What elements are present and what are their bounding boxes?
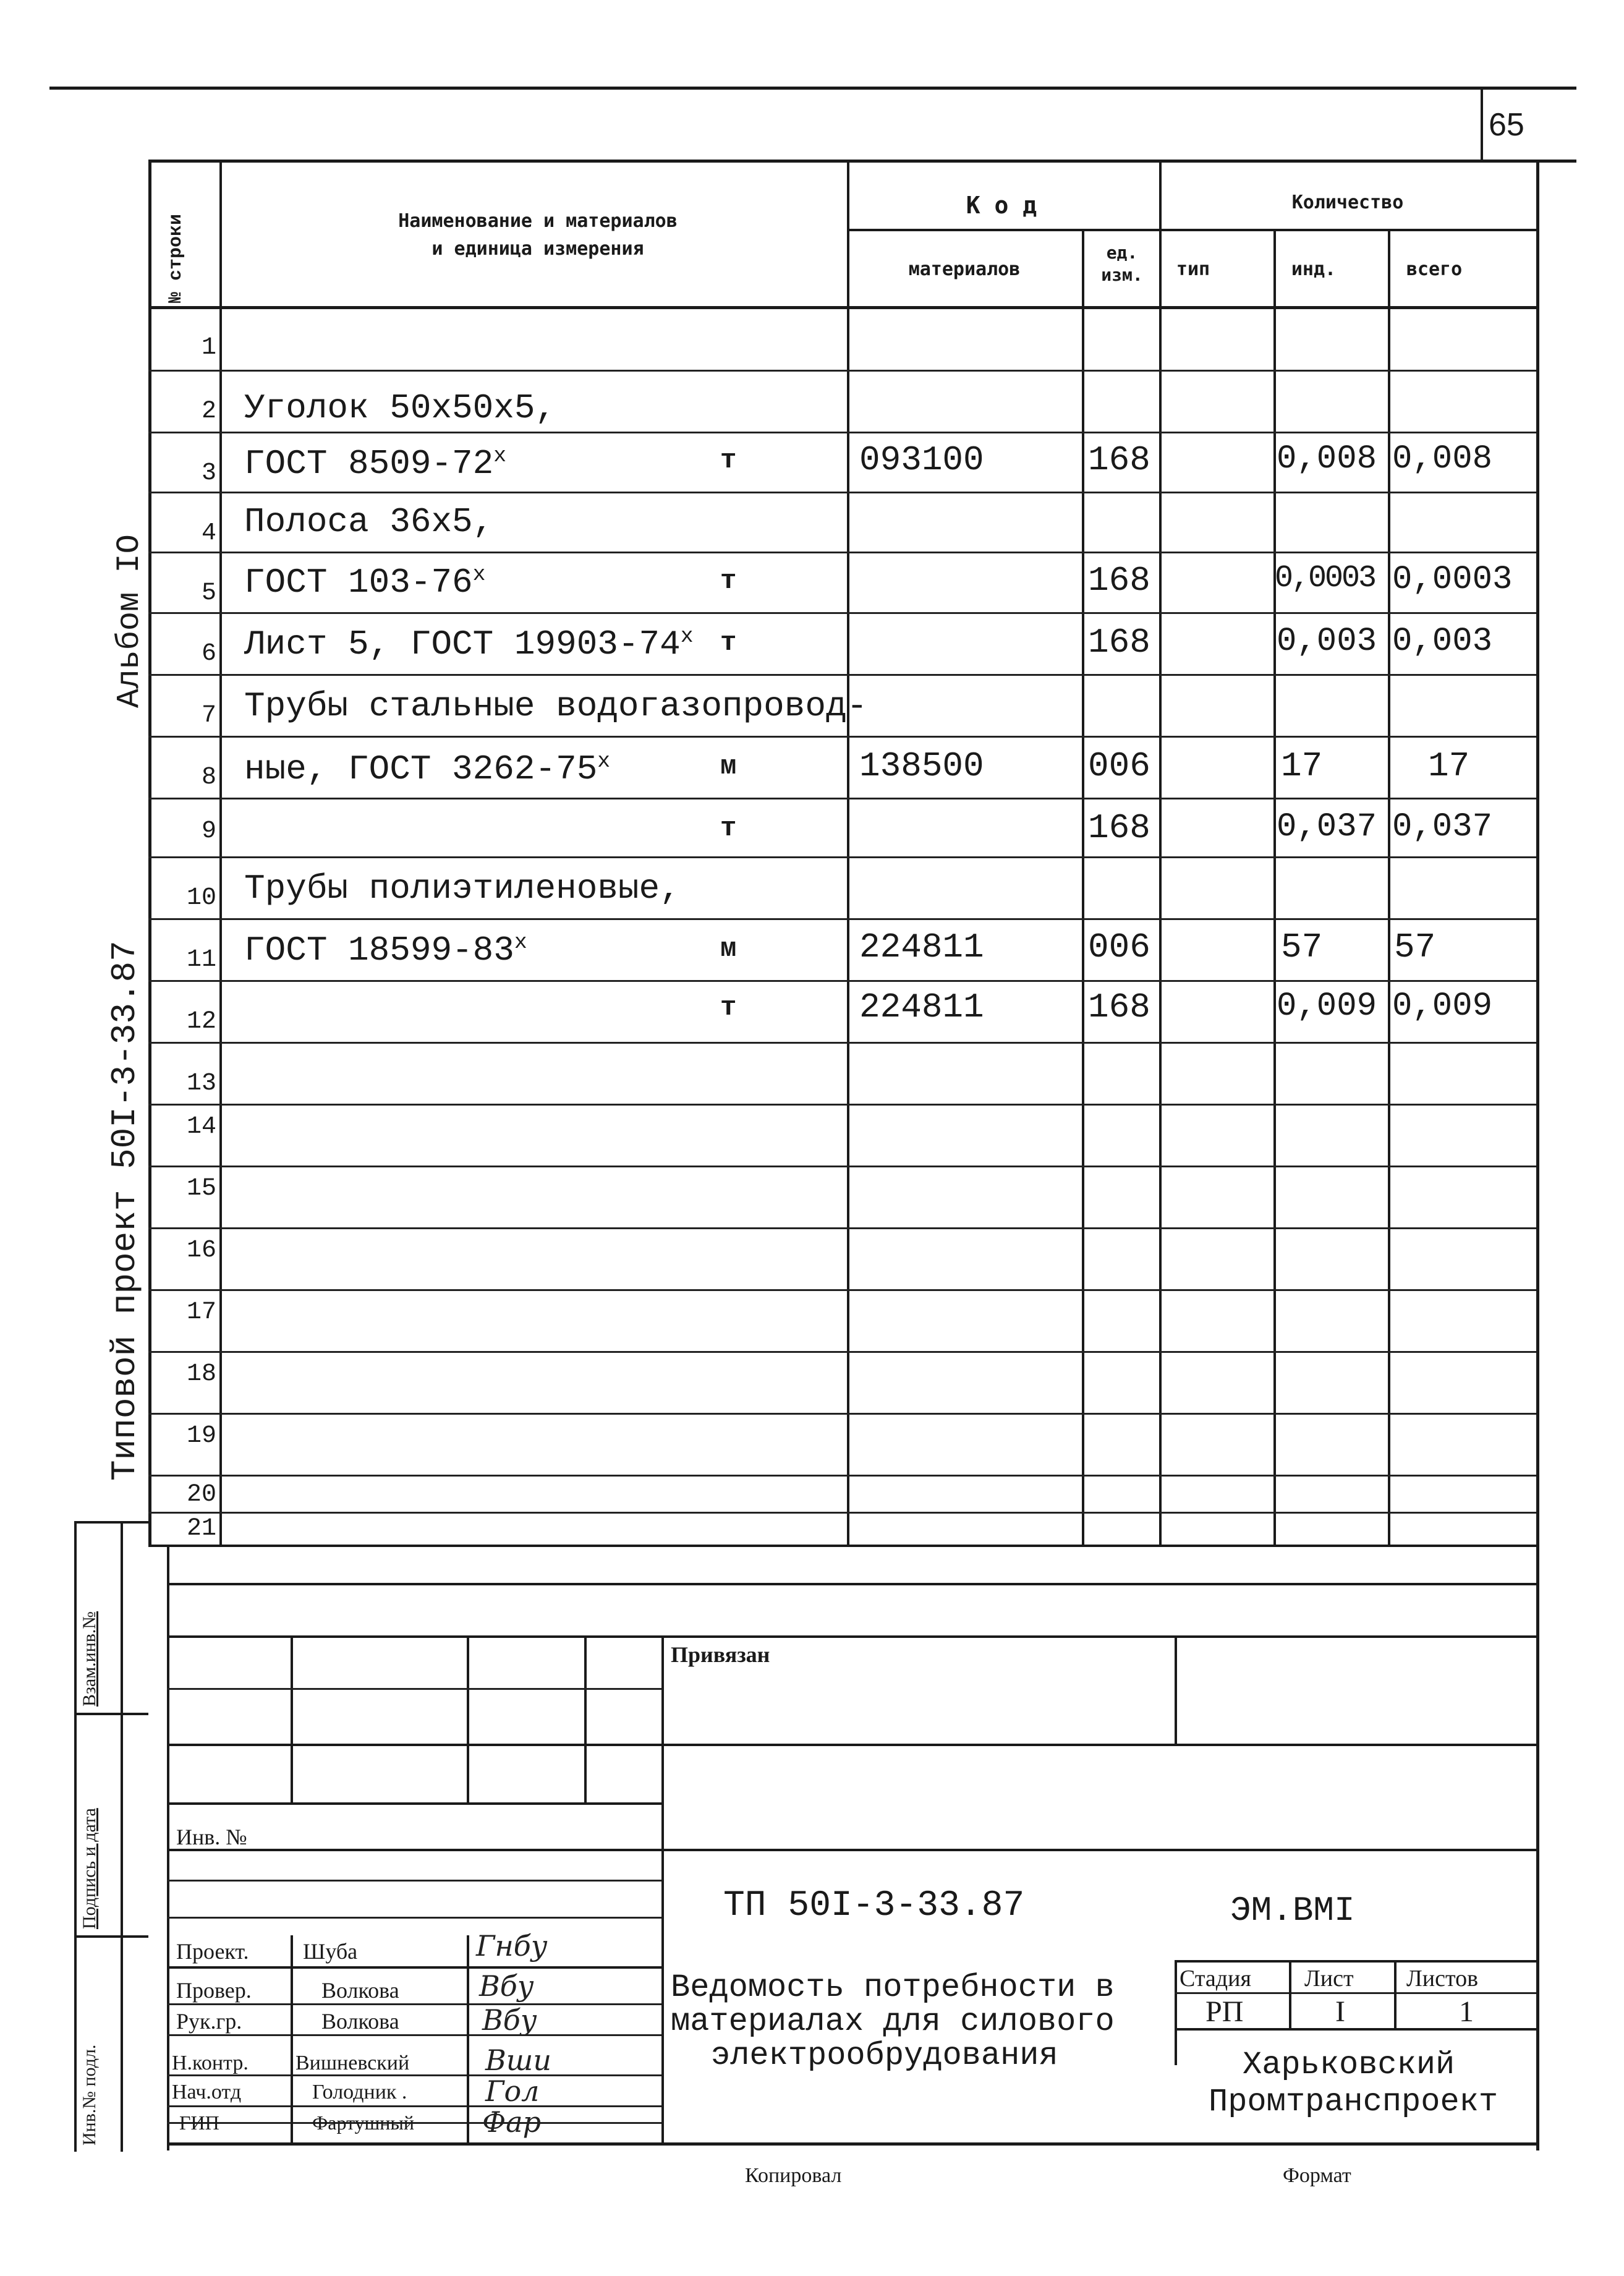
qty-ind: 17 [1281,746,1323,786]
unit-code: 168 [1088,987,1150,1027]
qty-total: 0,009 [1392,987,1493,1025]
qty-total: 0,0003 [1392,561,1513,599]
qty-total: 57 [1394,927,1436,967]
row-number: 20 [186,1481,216,1509]
row-number: 14 [186,1113,216,1141]
row-number: 3 [201,459,216,487]
row-number: 1 [201,334,216,362]
material-code: 093100 [859,440,984,480]
unit-code: 168 [1088,623,1150,662]
row-number: 16 [186,1237,216,1264]
header-name-line2: и единица измерения [432,238,644,260]
material-name: ГОСТ $18599-83^х$ [244,930,527,970]
stage-label: Стадия [1180,1966,1251,1992]
row-number: 13 [186,1070,216,1098]
header-code: К о д [966,192,1037,219]
album-label: Альбом IO [111,534,148,708]
material-name: Лист 5, ГОСТ $19903-74^х$ [244,624,694,664]
row-number: 7 [201,702,216,730]
qty-total: 0,003 [1392,623,1493,660]
doc-mark: ЭМ.ВМI [1230,1891,1355,1930]
sign-role: Рук.гр. [176,2009,242,2034]
row-number: 6 [201,640,216,668]
material-name: Трубы полиэтиленовые, [244,869,681,908]
sign-role: Проект. [176,1939,249,1964]
podpis-label: Подпись и дата [79,1808,100,1929]
material-code: 224811 [859,987,984,1027]
sign-name: Голодник . [312,2081,407,2103]
material-name: ГОСТ $103-76^х$ [244,562,486,602]
kopiroval-label: Копировал [745,2164,842,2187]
org-line2: Промтранспроект [1209,2084,1499,2120]
header-quantity: Количество [1291,192,1404,213]
row-number: 19 [186,1422,216,1450]
unit-code: 168 [1088,561,1150,600]
sign-name: Волкова [321,1978,399,2003]
doc-code: ТП 50I-3-33.87 [723,1886,1025,1926]
privyazan-label: Привязан [671,1642,770,1667]
sign-role: ГИП [179,2112,219,2134]
row-number: 18 [186,1360,216,1388]
unit-label: м [720,751,737,782]
stage-value: РП [1205,1995,1244,2028]
qty-ind: 57 [1281,927,1323,967]
material-name: ГОСТ $8509-72^х$ [244,443,507,484]
vzam-label: Взам.инв.№ [79,1611,100,1707]
header-name-line1: Наименование и материалов [398,210,678,232]
qty-total: 0,037 [1392,808,1493,846]
doc-title-line1: Ведомость потребности в [671,1969,1115,2006]
material-name: Полоса 36х5, [244,502,494,542]
header-row-number: № строки [166,213,187,303]
row-number: 10 [186,884,216,912]
header-qty-ind: инд. [1291,258,1337,280]
unit-code: 006 [1088,746,1150,786]
signature: Вши [485,2044,552,2077]
unit-label: м [720,934,737,965]
row-number: 8 [201,764,216,791]
sheets-label: Листов [1406,1966,1479,1992]
sign-name: Шуба [303,1939,358,1964]
header-code-material: материалов [908,258,1021,280]
unit-code: 168 [1088,440,1150,480]
unit-label: т [720,628,737,659]
sign-name: Вишневский [295,2052,410,2074]
signature: Вбу [479,1969,534,2003]
sign-role: Провер. [176,1978,252,2003]
doc-title-line3: электрообрудования [711,2037,1058,2074]
signature: Фар [482,2105,542,2139]
qty-total: 0,008 [1392,440,1493,478]
signature: Гол [485,2074,540,2108]
format-label: Формат [1283,2164,1351,2187]
qty-ind: 0,0003 [1275,561,1375,596]
material-name: Трубы стальные водогазопровод- [244,686,868,726]
qty-ind: 0,008 [1277,440,1377,478]
qty-ind: 0,037 [1277,808,1377,846]
sign-name: Фартушный [312,2112,415,2134]
sign-name: Волкова [321,2009,399,2034]
row-number: 9 [201,817,216,845]
material-name: Уголок 50х50х5, [244,388,556,428]
inv-no-label: Инв. № [176,1825,247,1849]
header-code-unit-1: ед. [1106,242,1138,263]
material-name: ные, ГОСТ $3262-75^х$ [244,749,611,789]
unit-label: т [720,992,737,1023]
header-qty-total: всего [1406,258,1463,280]
row-number: 17 [186,1298,216,1326]
unit-label: т [720,445,737,476]
header-code-unit-2: изм. [1101,265,1143,285]
row-number: 2 [201,398,216,425]
unit-code: 168 [1088,808,1150,848]
page-number: 65 [1489,107,1524,143]
org-line1: Харьковский [1243,2047,1455,2083]
row-number: 21 [186,1515,216,1543]
row-number: 5 [201,579,216,607]
sheet-value: I [1335,1995,1345,2028]
inv-podl-label: Инв.№ подл. [79,2044,100,2146]
header-qty-type: тип [1176,258,1210,280]
sign-role: Н.контр. [172,2052,249,2074]
material-code: 224811 [859,927,984,967]
unit-label: т [720,813,737,844]
qty-ind: 0,003 [1277,623,1377,660]
qty-total: 17 [1428,746,1470,786]
row-number: 4 [201,519,216,547]
unit-code: 006 [1088,927,1150,967]
signature: Вбу [482,2003,537,2037]
row-number: 11 [186,946,216,974]
sheet-label: Лист [1304,1966,1354,1992]
sheets-value: 1 [1459,1995,1474,2028]
row-number: 15 [186,1175,216,1203]
doc-title-line2: материалах для силового [671,2003,1115,2040]
sign-role: Нач.отд [172,2081,242,2103]
project-label: Типовой проект 50I-3-33.87 [105,940,145,1481]
row-number: 12 [186,1008,216,1036]
unit-label: т [720,566,737,597]
material-code: 138500 [859,746,984,786]
qty-ind: 0,009 [1277,987,1377,1025]
signature: Гнбу [476,1929,548,1963]
